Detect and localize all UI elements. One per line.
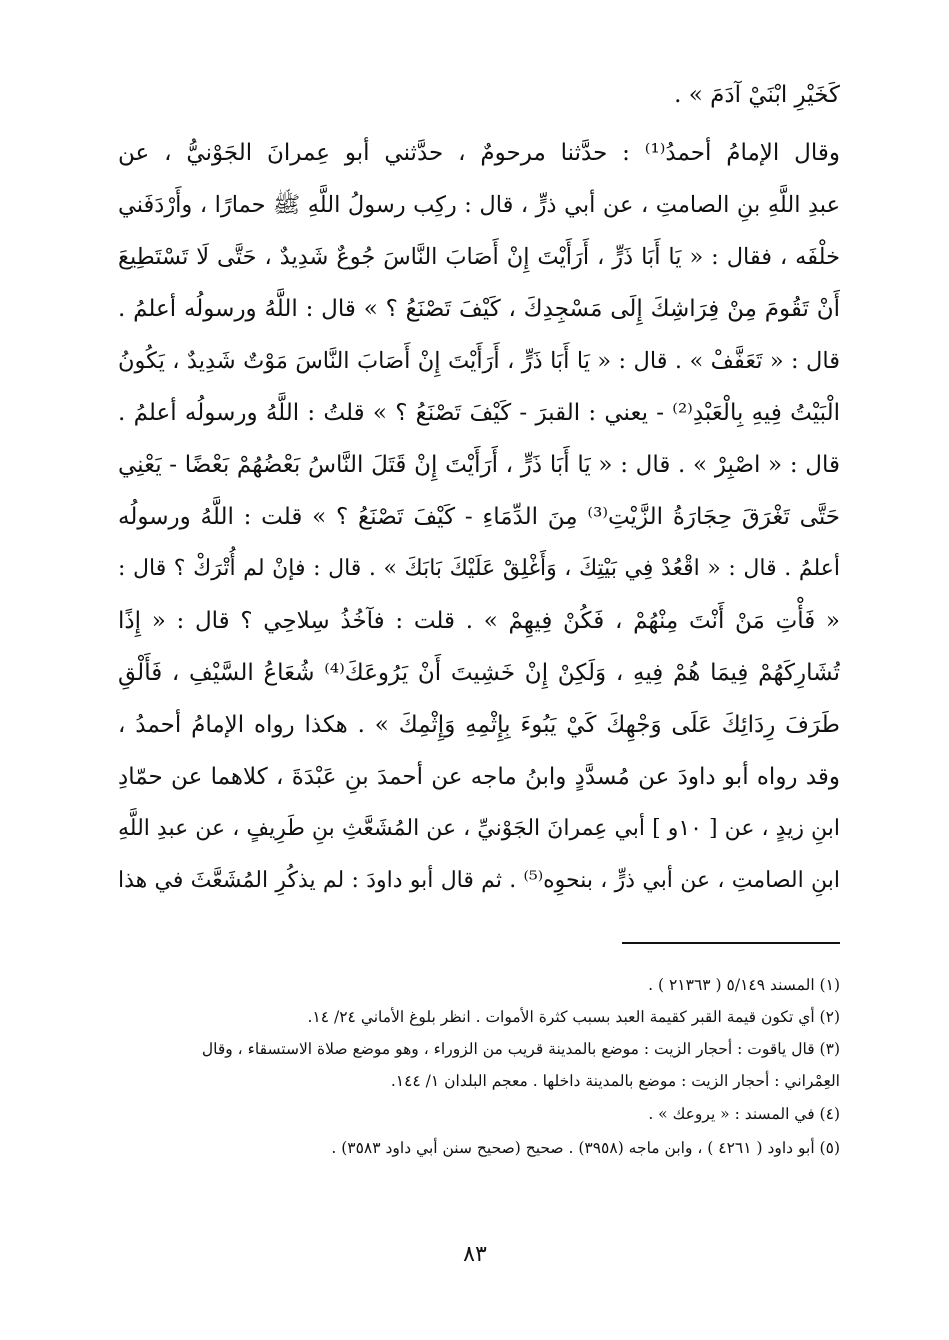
footnote-separator — [622, 942, 840, 944]
text-line: خلْفَه ، فقال : « يَا أَبَا ذَرٍّ ، أَرَأَيْتَ إِنْ أَصَابَ النَّاسَ جُوعٌ شَدِيدٌ ، حَتَّى لَا تَسْتَطِيعَ — [118, 244, 840, 270]
footnote: (٤) في المسند : « يروعك » . — [648, 1105, 840, 1123]
text-line: قال : « اصْبِرْ » . قال : « يَا أَبَا ذَرٍّ ، أَرَأَيْتَ إِنْ قَتَلَ النَّاسُ بَعْضُهُمْ بَعْضًا - يَعْنِي — [118, 452, 840, 478]
text-line: ابنِ زيدٍ ، عن [ ١٠و ] أبي عِمرانَ الجَوْنيِّ ، عن المُشَعَّثِ بنِ طَرِيفٍ ، عن عبدِ اللَّهِ — [118, 816, 840, 841]
text-line: وقال الإمامُ أحمدُ⁽¹⁾ : حدَّثنا مرحومٌ ، حدَّثني أبو عِمرانَ الجَوْنيُّ ، عن — [118, 140, 840, 166]
text-line: ابنِ الصامتِ ، عن أبي ذرٍّ ، بنحوِه⁽⁵⁾ . ثم قال أبو داودَ : لم يذكُرِ المُشَعَّثَ في هذا — [118, 868, 840, 893]
text-line: عبدِ اللَّهِ بنِ الصامتِ ، عن أبي ذرٍّ ، قال : ركِب رسولُ اللَّهِ ﷺ حمارًا ، وأَرْدَفَني — [118, 192, 840, 218]
text-line: حَتَّى تَغْرَقَ حِجَارَةُ الزَّيْتِ⁽³⁾ مِنَ الدِّمَاءِ - كَيْفَ تَصْنَعُ ؟ » قلت : اللَّهُ ورسولُه — [118, 504, 840, 530]
text-line: قال : « تَعَفَّفْ » . قال : « يَا أَبَا ذَرٍّ ، أَرَأَيْتَ إِنْ أَصَابَ النَّاسَ مَوْتٌ شَدِيدٌ ، يَكُونُ — [118, 348, 840, 374]
text-line: الْبَيْتُ فِيهِ بِالْعَبْدِ⁽²⁾ - يعني : القبرَ - كَيْفَ تَصْنَعُ ؟ » قلتُ : اللَّهُ ورسولُه أعلمُ . — [118, 400, 840, 426]
text-line: كَخَيْرِ ابْنَيْ آدَمَ » . — [674, 82, 840, 108]
footnote: (٢) أي تكون قيمة القبر كقيمة العبد بسبب كثرة الأموات . انظر بلوغ الأماني ٢٤/ ١٤. — [307, 1008, 840, 1026]
footnote: العِمْراني : أحجار الزيت : موضع بالمدينة داخلها . معجم البلدان ١/ ١٤٤. — [390, 1072, 840, 1090]
text-line: أعلمُ . قال : « اقْعُدْ فِي بَيْتِكَ ، وَأَغْلِقْ عَلَيْكَ بَابَكَ » . قال : فإنْ لم أُتْرَكْ ؟ قال : — [118, 556, 840, 581]
text-line: طَرَفَ رِدَائِكَ عَلَى وَجْهِكَ كَيْ يَبُوءَ بِإِثْمِهِ وَإِثْمِكَ » . هكذا رواه الإمامُ أحمدُ ، — [118, 712, 840, 738]
page-number: ٨٣ — [463, 1242, 487, 1267]
text-line: وقد رواه أبو داودَ عن مُسدَّدٍ وابنُ ماجه عن أحمدَ بنِ عَبْدَةَ ، كلاهما عن حمّادِ — [118, 764, 840, 790]
footnote: (١) المسند ٥/١٤٩ ( ٢١٣٦٣ ) . — [648, 976, 840, 994]
text-line: « فَأْتِ مَنْ أَنْتَ مِنْهُمْ ، فَكُنْ فِيهِمْ » . قلت : فآخُذُ سِلاحِي ؟ قال : « إِذًا — [118, 608, 840, 634]
footnote: (٥) أبو داود ( ٤٢٦١ ) ، وابن ماجه (٣٩٥٨) . صحيح (صحيح سنن أبي داود ٣٥٨٣) . — [331, 1139, 840, 1157]
text-line: أَنْ تَقُومَ مِنْ فِرَاشِكَ إِلَى مَسْجِدِكَ ، كَيْفَ تَصْنَعُ ؟ » قال : اللَّهُ ورسولُه أعلمُ . — [118, 296, 840, 322]
footnote: (٣) قال ياقوت : أحجار الزيت : موضع بالمدينة قريب من الزوراء ، وهو موضع صلاة الاستسقاء ، وقال — [201, 1040, 840, 1058]
text-line: تُشَارِكَهُمْ فِيمَا هُمْ فِيهِ ، وَلَكِنْ إِنْ خَشِيتَ أَنْ يَرُوعَكَ⁽⁴⁾ شُعَاعُ السَّيْفِ ، فَأَلْقِ — [118, 660, 840, 686]
